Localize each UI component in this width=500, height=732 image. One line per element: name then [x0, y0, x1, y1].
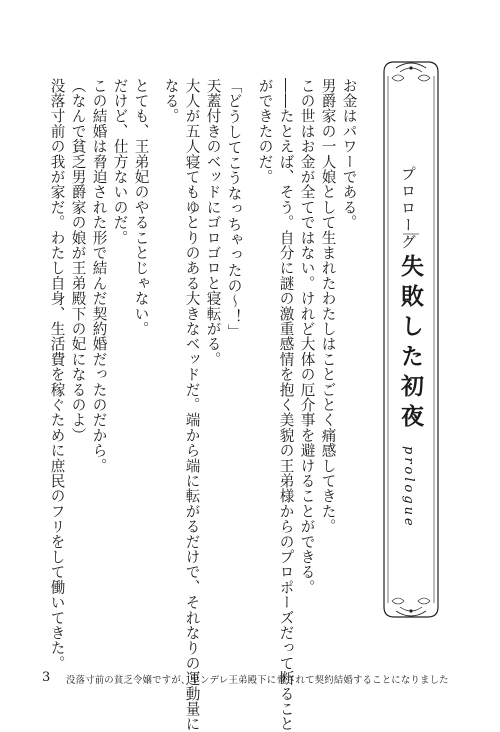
body-line: 大人が五人寝てもゆとりのある大きなベッドだ。端から端に転がるだけで、それなりの運動量に — [183, 78, 201, 732]
chapter-label-en: prologue — [401, 446, 416, 529]
body-line: ――たとえば、そう。自分に謎の激重感情を抱く美貌の王弟様からのプロポーズだって断ること — [277, 78, 295, 732]
body-line: だけど、仕方ないのだ。 — [111, 78, 129, 246]
chapter-label-jp: プロローグ — [399, 166, 417, 251]
chapter-title-frame — [378, 58, 444, 621]
body-line: この結婚は脅迫された形で結んだ契約婚だったのだから。 — [90, 78, 108, 474]
body-line: 没落寸前の我が家だ。わたし自身、生活費を稼ぐために庶民のフリをして働いてきた。 — [48, 78, 66, 671]
body-line: この世はお金が全てではない。けれど大体の厄介事を避けることができる。 — [298, 78, 316, 595]
body-line: 天蓋付きのベッドにゴロゴロと寝転がる。 — [204, 78, 222, 367]
chapter-title: 失敗した初夜 — [397, 254, 424, 434]
body-line: ができたのだ。 — [256, 78, 274, 185]
page-number: 3 — [42, 670, 51, 685]
body-line: お金はパワーである。 — [340, 78, 358, 230]
body-line: なる。 — [162, 78, 180, 124]
body-line: とても、王弟妃のやることじゃない。 — [132, 78, 150, 337]
body-line: 男爵家の一人娘として生まれたわたしはことごとく痛感してきた。 — [319, 78, 337, 534]
running-title: 没落寸前の貧乏令嬢ですが、ヤンデレ王弟殿下に脅されて契約結婚することになりました — [66, 675, 449, 686]
body-line-dialogue: 「どうしてこうなっちゃったの〜！」 — [225, 78, 243, 340]
body-line-thought: （なんで貧乏男爵家の娘が王弟殿下の妃になるのよ） — [69, 78, 87, 443]
